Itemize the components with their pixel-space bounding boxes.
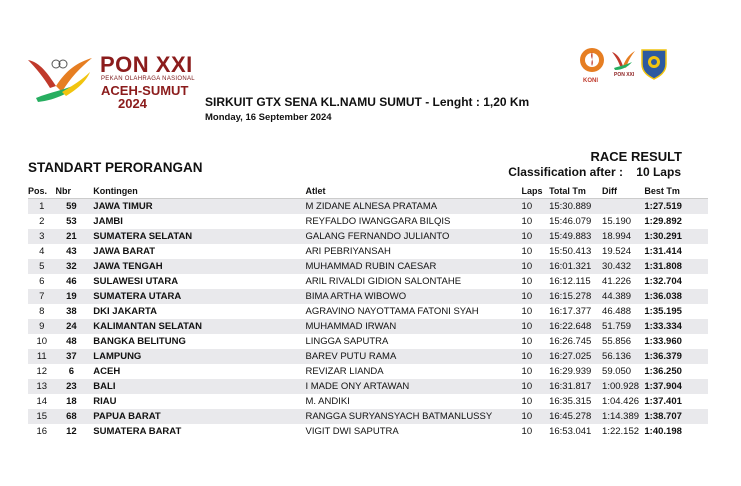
cell-diff: 19.524 — [602, 246, 632, 257]
results-table — [28, 184, 708, 439]
koni-label: KONI — [583, 78, 598, 84]
cell-total: 16:29.939 — [549, 366, 592, 377]
cell-laps: 10 — [522, 379, 550, 394]
col-atlet: Atlet — [305, 184, 521, 199]
cell-total: 16:45.278 — [549, 409, 602, 424]
table-row — [28, 334, 708, 349]
cell-pos: 13 — [28, 379, 56, 394]
cell-kontingen: JAWA TIMUR — [87, 199, 305, 215]
cell-laps: 10 — [522, 229, 550, 244]
cell-diff: 51.759 — [602, 319, 644, 334]
cell-best: 1:33.334 — [644, 319, 708, 334]
cell-nbr: 23 — [56, 379, 88, 394]
cell-best: 1:32.704 — [644, 276, 682, 287]
cell-laps: 10 — [522, 409, 550, 424]
cell-diff: 46.488 — [602, 306, 632, 317]
cell-laps: 10 — [521, 366, 533, 377]
cell-pos: 15 — [28, 409, 56, 424]
brand-title: PON XXI — [100, 52, 193, 77]
cell-kontingen: PAPUA BARAT — [87, 409, 305, 424]
cell-best: 1:36.038 — [644, 289, 708, 304]
table-row — [28, 244, 708, 259]
pon-small-label: PON XXI — [614, 72, 635, 78]
koni-logo-icon — [577, 46, 607, 78]
cell-diff: 1:00.928 — [602, 379, 644, 394]
table-row — [28, 259, 708, 274]
cell-best: 1:35.195 — [644, 306, 682, 317]
cell-best: 1:36.250 — [644, 366, 682, 377]
cell-total: 16:22.648 — [549, 319, 602, 334]
cell-kontingen: SUMATERA SELATAN — [87, 229, 305, 244]
cell-best: 1:37.401 — [644, 396, 682, 407]
cell-atlet: VIGIT DWI SAPUTRA — [305, 426, 399, 437]
cell-best: 1:31.808 — [644, 259, 708, 274]
cell-total: 16:53.041 — [549, 426, 592, 437]
table-row — [28, 424, 708, 439]
cell-laps: 10 — [522, 349, 550, 364]
table-row — [28, 304, 708, 319]
table-row — [28, 319, 708, 334]
cell-atlet: MUHAMMAD RUBIN CAESAR — [305, 259, 521, 274]
cell-pos: 5 — [28, 259, 56, 274]
cell-nbr: 59 — [56, 199, 88, 215]
cell-total: 15:49.883 — [549, 229, 602, 244]
section-title: STANDART PERORANGAN — [28, 160, 203, 175]
cell-nbr: 43 — [66, 246, 77, 257]
cell-laps: 10 — [521, 396, 533, 407]
cell-total: 16:35.315 — [549, 396, 592, 407]
cell-atlet: REYFALDO IWANGGARA BILQIS — [305, 216, 451, 227]
cell-laps: 10 — [521, 246, 533, 257]
cell-laps: 10 — [522, 319, 550, 334]
cell-best: 1:33.960 — [644, 336, 682, 347]
cell-atlet: RANGGA SURYANSYACH BATMANLUSSY — [305, 409, 521, 424]
table-row — [28, 274, 708, 289]
table-row — [28, 394, 708, 409]
cell-kontingen: BANGKA BELITUNG — [93, 336, 186, 347]
cell-pos: 2 — [39, 216, 45, 227]
cell-best: 1:29.892 — [644, 216, 682, 227]
cell-atlet: LINGGA SAPUTRA — [305, 336, 389, 347]
table-row — [28, 349, 708, 364]
cell-diff: 1:22.152 — [602, 426, 640, 437]
cell-atlet: BAREV PUTU RAMA — [305, 349, 521, 364]
cell-best: 1:27.519 — [644, 199, 708, 215]
cell-total: 16:15.278 — [549, 289, 602, 304]
cell-nbr: 46 — [66, 276, 77, 287]
cell-laps: 10 — [521, 276, 533, 287]
cell-atlet: AGRAVINO NAYOTTAMA FATONI SYAH — [305, 306, 479, 317]
cell-nbr: 19 — [56, 289, 88, 304]
pon-logo-icon — [26, 52, 96, 108]
cell-diff: 41.226 — [602, 276, 632, 287]
table-row — [28, 214, 708, 229]
cell-kontingen: JAWA BARAT — [93, 246, 156, 257]
cell-nbr: 38 — [66, 306, 77, 317]
cell-nbr: 6 — [68, 366, 75, 377]
cell-atlet: BIMA ARTHA WIBOWO — [305, 289, 521, 304]
cell-laps: 10 — [521, 336, 533, 347]
cell-atlet: REVIZAR LIANDA — [305, 366, 384, 377]
cell-atlet: M. ANDIKI — [305, 396, 350, 407]
cell-kontingen: JAMBI — [93, 216, 123, 227]
cell-total: 15:30.889 — [549, 199, 602, 215]
cell-diff: 15.190 — [602, 216, 632, 227]
table-row — [28, 364, 708, 379]
col-laps: Laps — [522, 184, 550, 199]
cell-laps: 10 — [522, 289, 550, 304]
col-nbr: Nbr — [56, 184, 88, 199]
cell-atlet: GALANG FERNANDO JULIANTO — [305, 229, 521, 244]
col-kontingen: Kontingen — [87, 184, 305, 199]
cell-total: 16:31.817 — [549, 379, 602, 394]
cell-total: 16:01.321 — [549, 259, 602, 274]
col-pos: Pos. — [28, 184, 56, 199]
table-row — [28, 409, 708, 424]
cell-diff: 59.050 — [602, 366, 632, 377]
cell-pos: 3 — [28, 229, 56, 244]
cell-pos: 16 — [36, 426, 48, 437]
cell-atlet: MUHAMMAD IRWAN — [305, 319, 521, 334]
cell-diff — [602, 199, 644, 215]
table-row — [28, 379, 708, 394]
col-total: Total Tm — [549, 184, 602, 199]
cell-total: 16:17.377 — [549, 306, 592, 317]
cell-total: 16:27.025 — [549, 349, 602, 364]
cell-diff: 30.432 — [602, 259, 644, 274]
race-result-title: RACE RESULT — [590, 149, 682, 164]
cell-nbr: 21 — [56, 229, 88, 244]
table-row — [28, 289, 708, 304]
pon-small-logo-icon — [610, 46, 636, 72]
cell-best: 1:31.414 — [644, 246, 682, 257]
cell-laps: 10 — [521, 216, 533, 227]
cell-nbr: 32 — [56, 259, 88, 274]
event-date: Monday, 16 September 2024 — [205, 112, 332, 123]
cell-best: 1:38.707 — [644, 409, 708, 424]
col-diff: Diff — [602, 184, 644, 199]
table-row — [28, 199, 708, 215]
cell-kontingen: ACEH — [93, 366, 121, 377]
cell-kontingen: RIAU — [93, 396, 117, 407]
cell-kontingen: BALI — [87, 379, 305, 394]
cell-atlet: ARIL RIVALDI GIDION SALONTAHE — [305, 276, 462, 287]
cell-laps: 10 — [521, 306, 533, 317]
classification-label: Classification after : 10 Laps — [508, 165, 681, 179]
cell-pos: 1 — [28, 199, 56, 215]
cell-kontingen: KALIMANTAN SELATAN — [87, 319, 305, 334]
cell-diff: 44.389 — [602, 289, 644, 304]
col-best: Best Tm — [644, 184, 708, 199]
cell-kontingen: DKI JAKARTA — [93, 306, 157, 317]
cell-pos: 7 — [28, 289, 56, 304]
cell-kontingen: SUMATERA UTARA — [87, 289, 305, 304]
cell-diff: 18.994 — [602, 229, 644, 244]
cell-pos: 6 — [39, 276, 45, 287]
circuit-title: SIRKUIT GTX SENA KL.NAMU SUMUT - Lenght : 1,20 Km — [205, 95, 530, 109]
cell-laps: 10 — [522, 259, 550, 274]
cell-nbr: 37 — [56, 349, 88, 364]
cell-pos: 11 — [28, 349, 56, 364]
cell-best: 1:40.198 — [644, 426, 682, 437]
cell-pos: 4 — [39, 246, 45, 257]
cell-total: 15:46.079 — [549, 216, 592, 227]
cell-total: 16:26.745 — [549, 336, 592, 347]
cell-pos: 10 — [36, 336, 48, 347]
cell-pos: 9 — [28, 319, 56, 334]
cell-laps: 10 — [521, 426, 533, 437]
cell-diff: 1:14.389 — [602, 409, 644, 424]
cell-diff: 55.856 — [602, 336, 632, 347]
cell-atlet: M ZIDANE ALNESA PRATAMA — [305, 199, 521, 215]
cell-atlet: ARI PEBRIYANSAH — [305, 246, 391, 257]
cell-pos: 12 — [36, 366, 48, 377]
cell-nbr: 18 — [66, 396, 77, 407]
cell-total: 15:50.413 — [549, 246, 592, 257]
brand-year: 2024 — [118, 96, 147, 111]
cell-atlet: I MADE ONY ARTAWAN — [305, 379, 521, 394]
table-row — [28, 229, 708, 244]
cell-nbr: 48 — [66, 336, 77, 347]
brand-subtitle: PEKAN OLAHRAGA NASIONAL — [101, 76, 195, 82]
cell-best: 1:37.904 — [644, 379, 708, 394]
cell-laps: 10 — [522, 199, 550, 215]
cell-kontingen: JAWA TENGAH — [87, 259, 305, 274]
cell-best: 1:36.379 — [644, 349, 708, 364]
cell-pos: 14 — [36, 396, 48, 407]
cell-nbr: 68 — [56, 409, 88, 424]
cell-kontingen: SUMATERA BARAT — [93, 426, 182, 437]
cell-diff: 1:04.426 — [602, 396, 640, 407]
cell-nbr: 24 — [56, 319, 88, 334]
cell-kontingen: LAMPUNG — [87, 349, 305, 364]
cell-diff: 56.136 — [602, 349, 644, 364]
cell-nbr: 12 — [66, 426, 77, 437]
cell-nbr: 53 — [66, 216, 77, 227]
cell-best: 1:30.291 — [644, 229, 708, 244]
shield-icon — [640, 46, 668, 80]
cell-total: 16:12.115 — [549, 276, 591, 287]
table-header-row — [28, 184, 708, 199]
cell-kontingen: SULAWESI UTARA — [93, 276, 179, 287]
brand-region: ACEH-SUMUT — [101, 83, 189, 98]
cell-pos: 8 — [39, 306, 45, 317]
